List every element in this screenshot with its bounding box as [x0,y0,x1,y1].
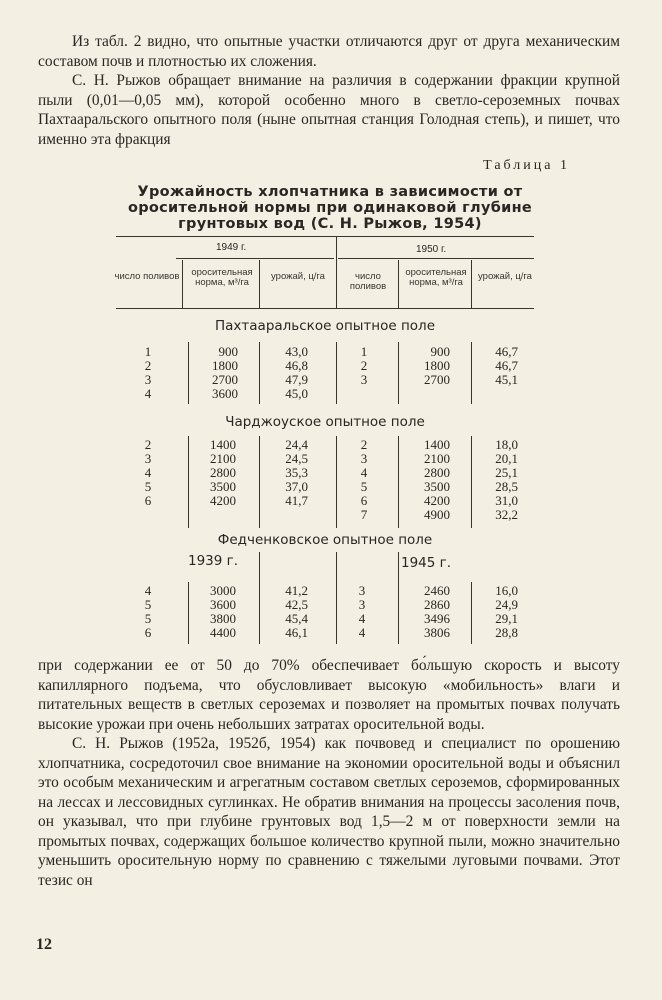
table-cell: 4 [358,611,366,626]
table-cell: 29,1 [495,611,518,626]
table-cell: 3600 [210,597,236,612]
page-number: 12 [36,936,52,953]
table-cell: 2700 [424,372,450,387]
table-cell: 45,4 [285,611,308,626]
table-cell: 41,7 [285,493,308,508]
table-cell: 4 [358,625,366,640]
column-rule [471,342,472,404]
table-cell: 46,8 [285,358,308,373]
section-title-fedchenko: Федченковское опытное поле [217,532,433,548]
table-cell: 2100 [210,451,236,466]
table-cell: 24,5 [285,451,308,466]
bottom-paragraphs [38,656,620,890]
header-polivov-left: число поливов [114,271,180,282]
table-cell: 1800 [212,358,238,373]
table-cell: 4 [144,583,152,598]
table-label: Таблица 1 [483,158,570,173]
table-cell: 46,7 [495,358,518,373]
table-cell: 3806 [424,625,450,640]
table-cell: 2 [144,358,152,373]
column-rule [188,342,189,404]
table-cell: 2460 [424,583,450,598]
header-urozhay-right: урожай, ц/га [478,271,532,282]
table-cell: 1 [144,344,152,359]
table-cell: 3496 [424,611,450,626]
table-cell: 47,9 [285,372,308,387]
table-cell: 43,0 [285,344,308,359]
column-rule [471,436,472,528]
header-norma-left: оросительная норма, м³/га [191,267,253,288]
table-cell: 3 [144,372,152,387]
table-cell: 4200 [210,493,236,508]
header-norma-right: оросительная норма, м³/га [405,267,467,288]
year-1945: 1945 г. [401,555,452,571]
year-underline-right [338,258,534,259]
column-rule [398,436,399,528]
section-title-chardzhou: Чарджоуское опытное поле [225,414,425,430]
table-cell: 41,2 [285,583,308,598]
column-rule [188,582,189,644]
table-cell: 3000 [210,583,236,598]
table-cell: 4 [144,465,152,480]
table-cell: 35,3 [285,465,308,480]
table-cell: 1400 [424,437,450,452]
table-cell: 900 [430,344,450,359]
table-cell: 3 [358,583,366,598]
header-divider [398,260,399,308]
table-cell: 45,1 [495,372,518,387]
column-rule [398,342,399,404]
table-cell: 3800 [210,611,236,626]
table-cell: 7 [360,507,368,522]
table-cell: 37,0 [285,479,308,494]
table-cell: 42,5 [285,597,308,612]
table-cell: 4400 [210,625,236,640]
column-rule [471,582,472,644]
column-rule [336,342,337,404]
table-cell: 4 [360,465,368,480]
column-rule [259,552,260,644]
table-cell: 2 [360,437,368,452]
table-cell: 20,1 [495,451,518,466]
table-cell: 900 [218,344,238,359]
table-cell: 2800 [210,465,236,480]
table-cell: 3600 [212,386,238,401]
year-underline-left [176,258,334,259]
table-cell: 18,0 [495,437,518,452]
table-cell: 45,0 [285,386,308,401]
table-top-rule [116,236,534,237]
column-rule [188,436,189,528]
table-cell: 28,5 [495,479,518,494]
header-polivov-right: число поливов [349,271,387,292]
header-divider [182,260,183,308]
year-1950: 1950 г. [416,244,447,255]
table-cell: 32,2 [495,507,518,522]
table-cell: 2700 [212,372,238,387]
table-cell: 24,4 [285,437,308,452]
table-cell: 4900 [424,507,450,522]
table-cell: 6 [144,625,152,640]
table-cell: 3 [360,451,368,466]
table-cell: 3 [144,451,152,466]
column-rule [336,552,337,644]
table-cell: 3500 [424,479,450,494]
table-cell: 25,1 [495,465,518,480]
year-1949: 1949 г. [216,242,247,253]
table-cell: 1800 [424,358,450,373]
table-cell: 6 [360,493,368,508]
paragraph-4: С. Н. Рыжов (1952а, 1952б, 1954) как почвовед и специалист по орошению хлопчатника, сосредоточил свое внимание на экономии оросительной воды и объяснил это особым механическим и агрегатным составом светлых сероземов, сформированных на лессах и лессовидных суглинках. Не обратив внимания на процессы засоления почв, он указывал, что при глубине грунтовых вод 1,5—2 м от поверхности земли на промытых почвах, содержащих большое количество крупной пыли, можно значительно уменьшить оросительную норму по сравнению с тяжелыми луговыми почвами. Этот тезис он [38,735,620,889]
table-cell: 1 [360,344,368,359]
header-urozhay-left: урожай, ц/га [271,271,325,282]
table-title: Урожайность хлопчатника в зависимости от оросительной нормы при одинаковой глубине грунтовых вод (С. Н. Рыжов, 1954) [127,184,533,232]
table-cell: 46,7 [495,344,518,359]
table-cell: 5 [144,611,152,626]
table-cell: 31,0 [495,493,518,508]
table-cell: 6 [144,493,152,508]
section-title-pakhtaaral: Пахтааральское опытное поле [215,318,435,334]
table-cell: 46,1 [285,625,308,640]
table-cell: 3 [360,372,368,387]
table-cell: 3500 [210,479,236,494]
header-bottom-rule [116,308,534,309]
table-cell: 24,9 [495,597,518,612]
column-rule [336,436,337,528]
table-cell: 3 [358,597,366,612]
table-cell: 5 [360,479,368,494]
table-cell: 2860 [424,597,450,612]
table-cell: 5 [144,479,152,494]
table-cell: 1400 [210,437,236,452]
column-rule [259,436,260,528]
table-cell: 4200 [424,493,450,508]
top-paragraphs [38,32,620,149]
table-cell: 5 [144,597,152,612]
table-cell: 2 [144,437,152,452]
table-cell: 2800 [424,465,450,480]
table-cell: 16,0 [495,583,518,598]
table-cell: 4 [144,386,152,401]
table-cell: 2100 [424,451,450,466]
header-divider [336,236,337,308]
column-rule [398,552,399,644]
table-cell: 2 [360,358,368,373]
year-1939: 1939 г. [188,553,239,569]
paragraph-2: С. Н. Рыжов обращает внимание на различия в содержании фракции крупной пыли (0,01—0,05 мм), которой особенно много в светло-сероземных почвах Пахтааральского опытного поля (ныне опытная станция Голодная степь), и пишет, что именно эта фракция [38,72,620,148]
table-cell: 28,8 [495,625,518,640]
column-rule [259,342,260,404]
paragraph-1: Из табл. 2 видно, что опытные участки отличаются друг от друга механическим составом почв и плотностью их сложения. [38,33,620,70]
paragraph-3: при содержании ее от 50 до 70% обеспечивает бо́льшую скорость и высоту капиллярного подъема, что обусловливает высокую «мобильность» влаги и питательных веществ в светлых сероземах и позволяет на промытых почвах получать высокие урожаи при очень небольших затратах оросительной воды. [38,657,620,733]
header-divider [259,260,260,308]
